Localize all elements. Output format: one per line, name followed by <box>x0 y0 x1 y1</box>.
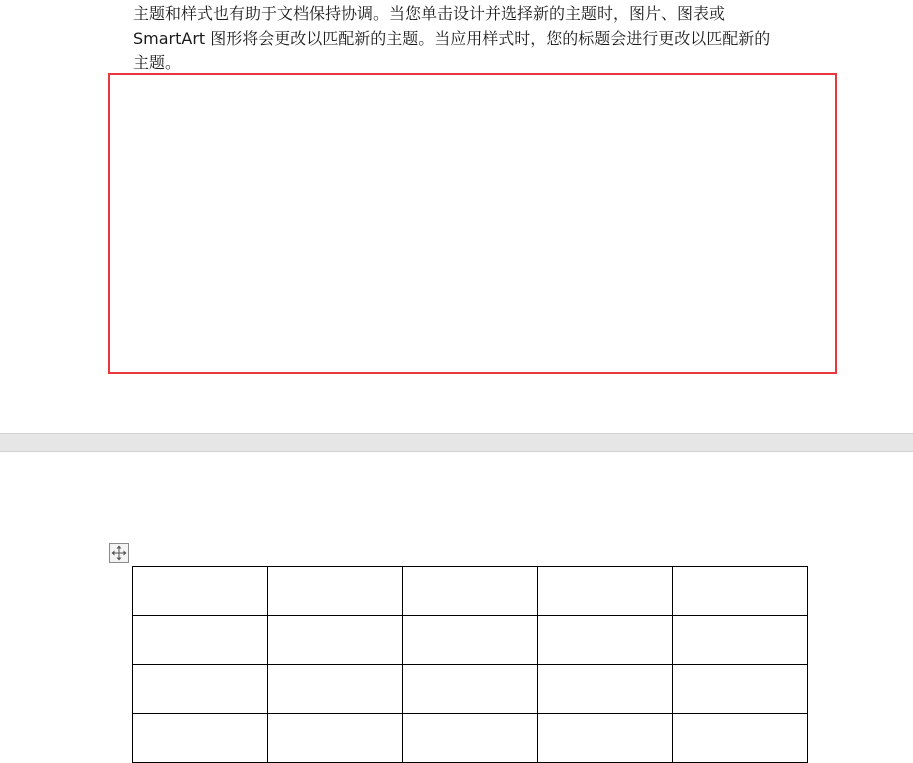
paragraph-line: 主题。 <box>133 53 182 72</box>
table-cell[interactable] <box>538 567 673 616</box>
table-cell[interactable] <box>268 665 403 714</box>
move-arrows-icon <box>111 545 127 561</box>
document-table[interactable] <box>132 566 808 763</box>
paragraph-line: SmartArt 图形将会更改以匹配新的主题。当应用样式时，您的标题会进行更改以匹配新的 <box>133 28 771 48</box>
table-cell[interactable] <box>403 567 538 616</box>
table-row <box>133 665 808 714</box>
table-cell[interactable] <box>538 714 673 763</box>
red-outline-box[interactable] <box>108 73 837 374</box>
table-cell[interactable] <box>268 567 403 616</box>
table-cell[interactable] <box>133 567 268 616</box>
table-cell[interactable] <box>673 567 808 616</box>
table-cell[interactable] <box>673 665 808 714</box>
table-cell[interactable] <box>538 665 673 714</box>
body-paragraph[interactable] <box>133 2 813 76</box>
table-row <box>133 714 808 763</box>
table-cell[interactable] <box>403 714 538 763</box>
table-cell[interactable] <box>403 616 538 665</box>
table-cell[interactable] <box>673 616 808 665</box>
table-cell[interactable] <box>538 616 673 665</box>
table-move-handle[interactable] <box>109 543 129 563</box>
page-break-gap <box>0 433 913 452</box>
table-cell[interactable] <box>133 665 268 714</box>
table-cell[interactable] <box>133 714 268 763</box>
table-row <box>133 567 808 616</box>
table-cell[interactable] <box>268 616 403 665</box>
table-cell[interactable] <box>268 714 403 763</box>
paragraph-line: 主题和样式也有助于文档保持协调。当您单击设计并选择新的主题时，图片、图表或 <box>133 4 726 23</box>
table-cell[interactable] <box>403 665 538 714</box>
table-cell[interactable] <box>133 616 268 665</box>
table-cell[interactable] <box>673 714 808 763</box>
table-row <box>133 616 808 665</box>
